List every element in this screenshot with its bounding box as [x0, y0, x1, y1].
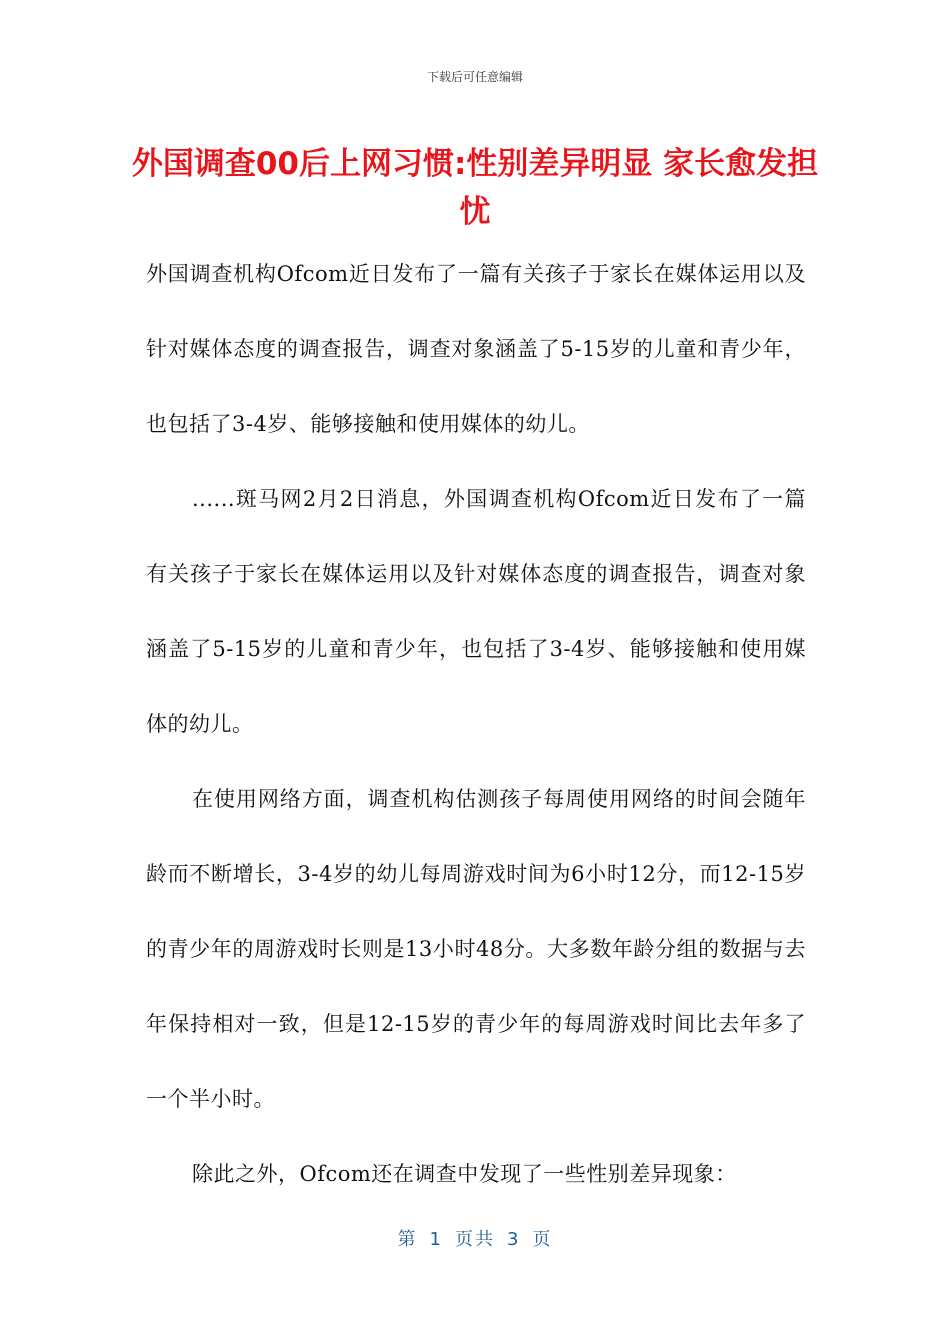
page-footer: [0, 1225, 950, 1251]
header-note: 下载后可任意编辑: [426, 70, 523, 84]
paragraph-3: 在使用网络方面，调查机构估测孩子每周使用网络的时间会随年龄而不断增长，3-4岁的幼儿每周游戏时间为6小时12分，而12-15岁的青少年的周游戏时长则是13小时48分。大多数年龄分组的数据与去年保持相对一致，但是12-15岁的青少年的每周游戏时间比去年多了一个半小时。: [146, 787, 806, 1111]
current-page-number: 1: [429, 1229, 443, 1250]
document-title: 外国调查00后上网习惯:性别差异明显 家长愈发担忧: [131, 146, 819, 230]
document-body: [146, 237, 806, 1212]
page-suffix: 页: [532, 1229, 553, 1250]
paragraph-4: 除此之外，Ofcom还在调查中发现了一些性别差异现象：: [192, 1162, 737, 1186]
paragraph-1: 外国调查机构Ofcom近日发布了一篇有关孩子于家长在媒体运用以及针对媒体态度的调查报告，调查对象涵盖了5-15岁的儿童和青少年，也包括了3-4岁、能够接触和使用媒体的幼儿。: [146, 262, 806, 436]
paragraph-2: ......斑马网2月2日消息，外国调查机构Ofcom近日发布了一篇有关孩子于家长在媒体运用以及针对媒体态度的调查报告，调查对象涵盖了5-15岁的儿童和青少年，也包括了3-4岁、能够接触和使用媒体的幼儿。: [146, 487, 806, 736]
total-pages-number: 3: [507, 1229, 521, 1250]
page-prefix: 第: [397, 1229, 418, 1250]
page-middle: 页共: [455, 1229, 495, 1250]
